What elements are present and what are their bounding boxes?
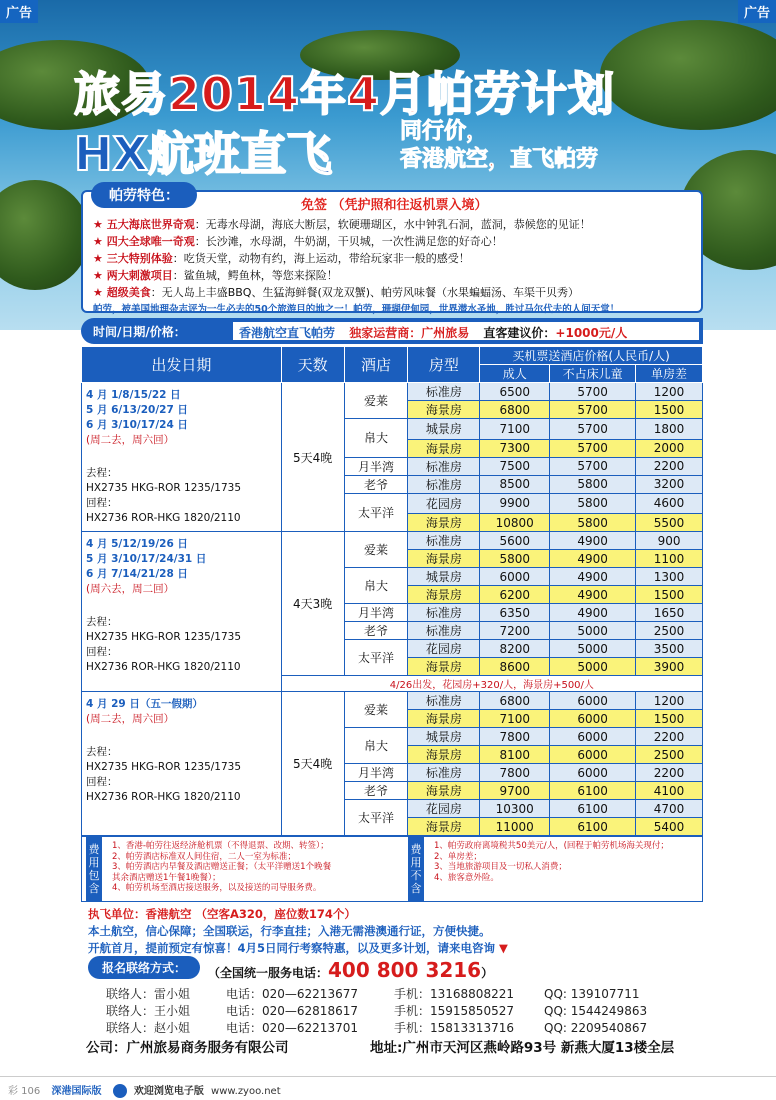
child-price: 6000	[550, 728, 636, 746]
price-bar-label: 时间/日期/价格：	[93, 325, 186, 339]
flight-info: 去程：	[86, 616, 118, 628]
price-bar	[81, 318, 703, 344]
fee-item: 1、帕劳政府离境税共50美元/人，(回程于帕劳机场海关现付；	[434, 841, 669, 851]
child-price: 5700	[550, 401, 636, 419]
room-type: 海景房	[408, 550, 480, 568]
ad-label-left: 广告	[0, 0, 38, 23]
room-type: 标准房	[408, 532, 480, 550]
single-supplement: 1500	[636, 710, 703, 728]
feature-key: ★ 三大特别体验	[93, 252, 173, 265]
single-supplement: 5400	[636, 818, 703, 836]
single-supplement: 4700	[636, 800, 703, 818]
adult-price: 7500	[480, 457, 550, 475]
room-type: 海景房	[408, 782, 480, 800]
child-price: 5800	[550, 475, 636, 493]
room-type: 海景房	[408, 401, 480, 419]
contact-person: 联络人：王小姐	[106, 1004, 191, 1018]
adult-price: 5600	[480, 532, 550, 550]
hotel-cell: 太平洋	[344, 493, 408, 532]
adult-price: 8200	[480, 640, 550, 658]
flight-info: 去程：	[86, 467, 118, 479]
child-price: 5700	[550, 439, 636, 457]
feature-item	[93, 250, 693, 267]
child-price: 5700	[550, 383, 636, 401]
adult-price: 6000	[480, 568, 550, 586]
feature-text: ：长沙滩，水母湖，牛奶湖，干贝城，一次性满足您的好奇心！	[194, 235, 503, 248]
contact-person: 联络人：赵小姐	[106, 1021, 191, 1035]
airline-line: 执飞单位：香港航空 （空客A320，座位数174个）	[88, 907, 356, 921]
adult-price: 7100	[480, 710, 550, 728]
single-supplement: 1800	[636, 419, 703, 440]
fees-box	[81, 836, 703, 902]
single-supplement: 4600	[636, 493, 703, 514]
room-type: 标准房	[408, 622, 480, 640]
room-type: 海景房	[408, 586, 480, 604]
departure-dates: 4 月 5/12/19/26 日	[86, 538, 188, 550]
adult-price: 7800	[480, 764, 550, 782]
hotline	[208, 958, 493, 982]
room-type: 标准房	[408, 383, 480, 401]
tag-line1: 同行价，	[400, 119, 489, 144]
single-supplement: 2000	[636, 439, 703, 457]
col-single: 单房差	[636, 365, 703, 383]
subtitle: HX航班直飞	[74, 127, 332, 181]
feature-text: ：无人岛上丰盛BBQ、生猛海鲜餐(双龙双蟹)、帕劳风味餐（水果蝙蝠汤、车渠干贝秀）	[150, 286, 580, 299]
weekday-note: (周二去，周六回）	[86, 713, 175, 725]
flight-info: HX2735 HKG-ROR 1235/1735	[86, 631, 242, 643]
fees-excluded-label: 费用不含	[408, 837, 424, 901]
contact-qq: QQ: 2209540867	[544, 1021, 648, 1035]
airline-info	[88, 906, 508, 957]
col-hotel: 酒店	[344, 347, 408, 383]
hotel-cell: 帛大	[344, 728, 408, 764]
flight-info: 回程：	[86, 646, 118, 658]
single-supplement: 3200	[636, 475, 703, 493]
ad-label-right: 广告	[738, 0, 776, 23]
room-type: 花园房	[408, 800, 480, 818]
contact-qq: QQ: 1544249863	[544, 1004, 648, 1018]
hotel-cell: 老爷	[344, 782, 408, 800]
room-type: 海景房	[408, 710, 480, 728]
contact-mobile[interactable]: 手机：15813313716	[394, 1021, 514, 1035]
route-text: 香港航空直飞帕劳	[239, 326, 336, 340]
single-supplement: 2500	[636, 746, 703, 764]
child-price: 6000	[550, 764, 636, 782]
child-price: 5000	[550, 622, 636, 640]
contact-row	[106, 985, 639, 1002]
feature-tagline: 帕劳，被美国地理杂志评为一生必去的50个旅游目的地之一！帕劳，珊瑚伊甸园，世界潜水圣地，胜过马尔代夫的人间天堂！	[93, 304, 620, 315]
price-bar-content	[231, 320, 701, 342]
weekday-note: (周二去，周六回）	[86, 434, 175, 446]
child-price: 4900	[550, 550, 636, 568]
hotel-cell: 老爷	[344, 475, 408, 493]
features-header: 帕劳特色：	[91, 182, 197, 208]
hotel-cell: 爱莱	[344, 383, 408, 419]
hotline-label: （全国统一服务电话：	[208, 966, 329, 980]
magazine-logo-icon	[113, 1084, 127, 1098]
feature-item	[93, 284, 693, 301]
adult-price: 6500	[480, 383, 550, 401]
feature-item	[93, 267, 693, 284]
adult-price: 7800	[480, 728, 550, 746]
hotel-cell: 太平洋	[344, 800, 408, 836]
single-supplement: 1500	[636, 586, 703, 604]
col-price-group: 买机票送酒店价格(人民币/人)	[480, 347, 703, 365]
contact-mobile[interactable]: 手机：13168808221	[394, 987, 514, 1001]
weekday-note: (周六去，周二回）	[86, 583, 175, 595]
contact-person: 联络人：雷小姐	[106, 987, 191, 1001]
child-price: 5700	[550, 457, 636, 475]
single-supplement: 900	[636, 532, 703, 550]
adult-price: 10300	[480, 800, 550, 818]
fee-item: 4、帕劳机场至酒店接送服务，以及接送的司导服务费。	[112, 883, 322, 893]
company-address: 地址:广州市天河区燕岭路93号 新燕大厦13楼全层	[370, 1040, 675, 1056]
single-supplement: 5500	[636, 514, 703, 532]
suggest-price: +1000元/人	[555, 326, 628, 340]
single-supplement: 3500	[636, 640, 703, 658]
single-supplement: 2200	[636, 764, 703, 782]
contact-tel[interactable]: 电话：020—62213701	[226, 1021, 358, 1035]
days-cell: 5天4晚	[281, 383, 344, 532]
island-image	[0, 180, 90, 290]
contact-qq: QQ: 139107711	[544, 987, 640, 1001]
departure-info	[82, 532, 282, 692]
hotel-cell: 太平洋	[344, 640, 408, 676]
single-supplement: 1650	[636, 604, 703, 622]
single-supplement: 1100	[636, 550, 703, 568]
single-supplement: 1300	[636, 568, 703, 586]
fee-item: 2、单房差；	[434, 851, 482, 862]
flight-info: HX2736 ROR-HKG 1820/2110	[86, 661, 241, 673]
single-supplement: 4100	[636, 782, 703, 800]
suggest-label: 直客建议价：	[483, 326, 556, 340]
col-room: 房型	[408, 347, 480, 383]
airline-benefits: 本土航空，信心保障；全国联运，行李直挂；入港无需港澳通行证，方便快捷。	[88, 924, 491, 938]
departure-dates: 5 月 3/10/17/24/31 日	[86, 553, 207, 565]
single-supplement: 1200	[636, 383, 703, 401]
feature-text: ：吃货天堂，动物有约，海上运动，带给玩家非一般的感受！	[172, 252, 470, 265]
hotel-cell: 帛大	[344, 568, 408, 604]
contact-section	[88, 956, 728, 982]
single-supplement: 3900	[636, 658, 703, 676]
adult-price: 6800	[480, 692, 550, 710]
room-type: 花园房	[408, 640, 480, 658]
child-price: 4900	[550, 586, 636, 604]
child-price: 5700	[550, 419, 636, 440]
contact-tel[interactable]: 电话：020—62213677	[226, 987, 358, 1001]
contact-row	[106, 1002, 647, 1019]
room-type: 标准房	[408, 692, 480, 710]
room-type: 标准房	[408, 457, 480, 475]
col-days: 天数	[281, 347, 344, 383]
child-price: 6000	[550, 746, 636, 764]
contact-mobile[interactable]: 手机：15915850527	[394, 1004, 514, 1018]
room-type: 海景房	[408, 514, 480, 532]
room-type: 海景房	[408, 818, 480, 836]
hotline-close: ）	[481, 966, 494, 980]
flight-info: 去程：	[86, 746, 118, 758]
child-price: 6100	[550, 818, 636, 836]
feature-item	[93, 216, 693, 233]
tag-line2: 香港航空，直飞帕劳	[400, 147, 599, 172]
promo-line: 开航首月，提前预定有惊喜！4月5日同行考察特惠，以及更多计划，请来电咨询	[88, 941, 495, 955]
fees-excluded-list	[434, 841, 669, 883]
departure-info	[82, 383, 282, 532]
visa-free-note: 免签 （凭护照和往返机票入境）	[301, 198, 488, 213]
surcharge-note: 4/26出发，花园房+320/人，海景房+500/人	[281, 676, 702, 692]
adult-price: 7300	[480, 439, 550, 457]
room-type: 城景房	[408, 728, 480, 746]
room-type: 标准房	[408, 475, 480, 493]
child-price: 5000	[550, 640, 636, 658]
flight-info: HX2735 HKG-ROR 1235/1735	[86, 482, 242, 494]
fee-item: 1、香港-帕劳往返经济舱机票（不得退票、改期、转签）；	[112, 841, 329, 851]
days-cell: 5天4晚	[281, 692, 344, 836]
features-box	[81, 190, 703, 313]
table-row	[82, 383, 703, 401]
single-supplement: 2200	[636, 457, 703, 475]
child-price: 4900	[550, 604, 636, 622]
fee-item: 3、当地旅游项目及一切私人消费；	[434, 862, 567, 872]
table-row	[82, 532, 703, 550]
flight-info: HX2736 ROR-HKG 1820/2110	[86, 512, 241, 524]
company-name: 公司：广州旅易商务服务有限公司	[86, 1040, 289, 1056]
room-type: 海景房	[408, 746, 480, 764]
departure-dates: 4 月 1/8/15/22 日	[86, 389, 181, 401]
child-price: 5800	[550, 493, 636, 514]
fee-item: 4、旅客意外险。	[434, 872, 499, 883]
agent-text: 独家运营商：广州旅易	[349, 326, 470, 340]
fees-included-list	[112, 841, 331, 894]
adult-price: 10800	[480, 514, 550, 532]
hotel-cell: 月半湾	[344, 457, 408, 475]
child-price: 5800	[550, 514, 636, 532]
adult-price: 7100	[480, 419, 550, 440]
feature-text: ：鲨鱼城，鳄鱼林，等您来探险！	[172, 269, 338, 282]
single-supplement: 1200	[636, 692, 703, 710]
hotline-number[interactable]: 400 800 3216	[328, 958, 482, 982]
adult-price: 9900	[480, 493, 550, 514]
arrow-down-icon: ▼	[499, 941, 508, 955]
adult-price: 6350	[480, 604, 550, 622]
adult-price: 11000	[480, 818, 550, 836]
child-price: 4900	[550, 568, 636, 586]
title-plan: 帕劳计划	[427, 67, 616, 121]
hotel-cell: 月半湾	[344, 604, 408, 622]
col-date: 出发日期	[82, 347, 282, 383]
feature-key: ★ 四大全球唯一奇观	[93, 235, 195, 248]
feature-text: ：无毒水母湖，海底大断层，软硬珊瑚区，水中钟乳石洞，蓝洞，恭候您的见证！	[194, 218, 591, 231]
page-footer	[0, 1076, 776, 1100]
island-image	[600, 20, 776, 130]
subtitle-tag	[400, 118, 598, 174]
room-type: 海景房	[408, 658, 480, 676]
child-price: 6000	[550, 710, 636, 728]
feature-key: ★ 五大海底世界奇观	[93, 218, 195, 231]
flight-info: 回程：	[86, 776, 118, 788]
departure-dates: 6 月 3/10/17/24 日	[86, 419, 188, 431]
child-price: 6100	[550, 800, 636, 818]
page-number: 彩 106	[8, 1086, 41, 1097]
room-type: 城景房	[408, 568, 480, 586]
adult-price: 8100	[480, 746, 550, 764]
departure-dates: 4 月 29 日（五一假期）	[86, 698, 203, 710]
feature-item	[93, 233, 693, 250]
room-type: 标准房	[408, 604, 480, 622]
contact-header: 报名联络方式：	[88, 956, 200, 979]
col-child: 不占床儿童	[550, 365, 636, 383]
contact-tel[interactable]: 电话：020—62818617	[226, 1004, 358, 1018]
departure-dates: 5 月 6/13/20/27 日	[86, 404, 188, 416]
col-adult: 成人	[480, 365, 550, 383]
room-type: 城景房	[408, 419, 480, 440]
child-price: 6000	[550, 692, 636, 710]
hotel-cell: 月半湾	[344, 764, 408, 782]
price-table	[81, 346, 703, 836]
main-title	[74, 58, 615, 124]
adult-price: 5800	[480, 550, 550, 568]
fee-item: 2、帕劳酒店标准双人间住宿，二人一室为标准；	[112, 851, 296, 862]
room-type: 标准房	[408, 764, 480, 782]
feature-key: ★ 超级美食	[93, 286, 151, 299]
feature-key: ★ 两大刺激项目	[93, 269, 173, 282]
fee-item: 3、帕劳酒店内早餐及酒店赠送正餐；（太平洋赠送1个晚餐	[112, 862, 332, 872]
child-price: 4900	[550, 532, 636, 550]
room-type: 海景房	[408, 439, 480, 457]
adult-price: 9700	[480, 782, 550, 800]
flight-info: 回程：	[86, 497, 118, 509]
adult-price: 6200	[480, 586, 550, 604]
single-supplement: 1500	[636, 401, 703, 419]
site-url[interactable]: www.zyoo.net	[211, 1086, 281, 1097]
fees-included-label: 费用包含	[86, 837, 102, 901]
table-row	[82, 692, 703, 710]
adult-price: 6800	[480, 401, 550, 419]
hotel-cell: 爱莱	[344, 532, 408, 568]
title-date: 旅易2014年4月	[74, 67, 428, 121]
fee-item: 其余酒店赠送1午餐1晚餐）；	[112, 872, 221, 883]
departure-info	[82, 692, 282, 836]
welcome-text: 欢迎浏览电子版	[133, 1086, 204, 1097]
days-cell: 4天3晚	[281, 532, 344, 676]
hotel-cell: 帛大	[344, 419, 408, 458]
edition-label: 深港国际版	[51, 1086, 102, 1097]
hotel-cell: 老爷	[344, 622, 408, 640]
adult-price: 8500	[480, 475, 550, 493]
contact-row	[106, 1019, 647, 1036]
single-supplement: 2200	[636, 728, 703, 746]
room-type: 花园房	[408, 493, 480, 514]
adult-price: 8600	[480, 658, 550, 676]
hotel-cell: 爱莱	[344, 692, 408, 728]
child-price: 6100	[550, 782, 636, 800]
single-supplement: 2500	[636, 622, 703, 640]
child-price: 5000	[550, 658, 636, 676]
flight-info: HX2736 ROR-HKG 1820/2110	[86, 791, 241, 803]
departure-dates: 6 月 7/14/21/28 日	[86, 568, 188, 580]
adult-price: 7200	[480, 622, 550, 640]
flight-info: HX2735 HKG-ROR 1235/1735	[86, 761, 242, 773]
